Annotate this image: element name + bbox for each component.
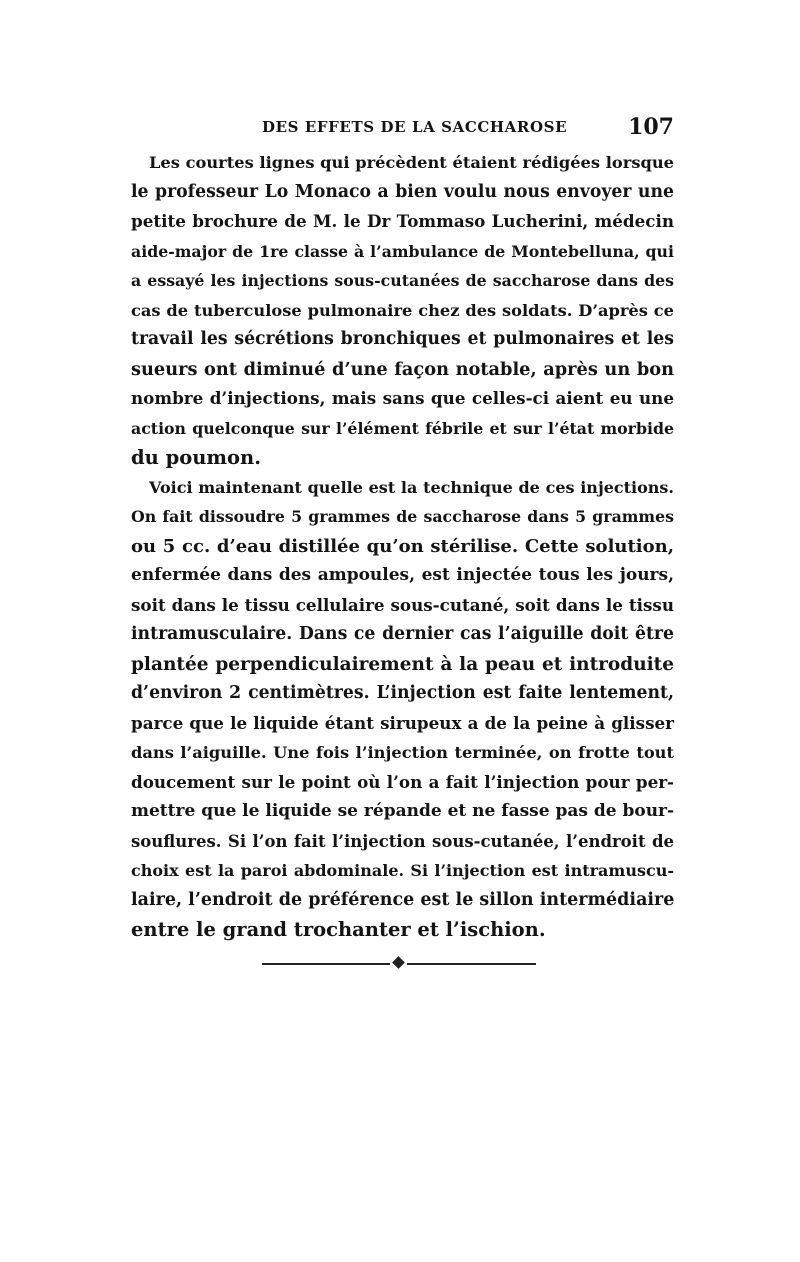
running-title: DES EFFETS DE LA SACCHAROSE — [262, 118, 568, 136]
text-line: On fait dissoudre 5 grammes de saccharose dans 5 grammes — [131, 507, 674, 526]
text-line: cas de tuberculose pulmonaire chez des soldats. D’après ce — [131, 300, 674, 320]
text-line: nombre d’injections, mais sans que celles-ci aient eu une — [131, 388, 674, 408]
text-line: a essayé les injections sous-cutanées de saccharose dans des — [131, 271, 674, 290]
text-line: d’environ 2 centimètres. L’injection est faite lentement, — [131, 683, 674, 703]
text-line: mettre que le liquide se répande et ne fasse pas de bour- — [131, 801, 675, 821]
text-line: parce que le liquide étant sirupeux a de la peine à glisser — [131, 712, 674, 733]
ornament-diamond — [392, 956, 405, 969]
ornament-rule-left — [262, 963, 390, 965]
text-line: enfermée dans des ampoules, est injectée tous les jours, — [131, 565, 674, 585]
diamond-rule-icon — [262, 957, 536, 971]
page-number: 107 — [628, 114, 674, 140]
text-line: plantée perpendiculairement à la peau et introduite — [131, 653, 674, 675]
text-line: petite brochure de M. le Dr Tommaso Lucherini, médecin — [131, 211, 674, 231]
text-line: aide-major de 1re classe à l’ambulance de Montebelluna, qui — [131, 241, 674, 261]
text-line: travail les sécrétions bronchiques et pulmonaires et les — [131, 329, 674, 349]
text-line: Les courtes lignes qui précèdent étaient rédigées lorsque — [149, 153, 674, 172]
text-line: choix est la paroi abdominale. Si l’injection est intramuscu- — [131, 861, 674, 880]
ornament-rule-right — [407, 963, 536, 965]
text-line: du poumon. — [131, 446, 262, 469]
text-line: ou 5 cc. d’eau distillée qu’on stérilise. Cette solution, — [131, 535, 674, 557]
text-line: laire, l’endroit de préférence est le sillon intermédiaire — [131, 889, 675, 910]
text-line: entre le grand trochanter et l’ischion. — [131, 918, 546, 941]
text-line: intramusculaire. Dans ce dernier cas l’aiguille doit être — [131, 624, 674, 644]
body-text — [131, 148, 674, 945]
running-head — [132, 114, 674, 142]
text-line: doucement sur le point où l’on a fait l’injection pour per- — [131, 771, 674, 792]
text-line: souflures. Si l’on fait l’injection sous-cutanée, l’endroit de — [131, 831, 674, 851]
text-line: action quelconque sur l’élément fébrile et sur l’état morbide — [131, 418, 674, 438]
text-line: Voici maintenant quelle est la technique de ces injections. — [149, 477, 674, 497]
text-line: dans l’aiguille. Une fois l’injection terminée, on frotte tout — [131, 743, 674, 762]
text-line: soit dans le tissu cellulaire sous-cutané, soit dans le tissu — [131, 594, 674, 615]
text-line: le professeur Lo Monaco a bien voulu nous envoyer une — [131, 181, 674, 202]
text-line: sueurs ont diminué d’une façon notable, après un bon — [131, 358, 674, 380]
